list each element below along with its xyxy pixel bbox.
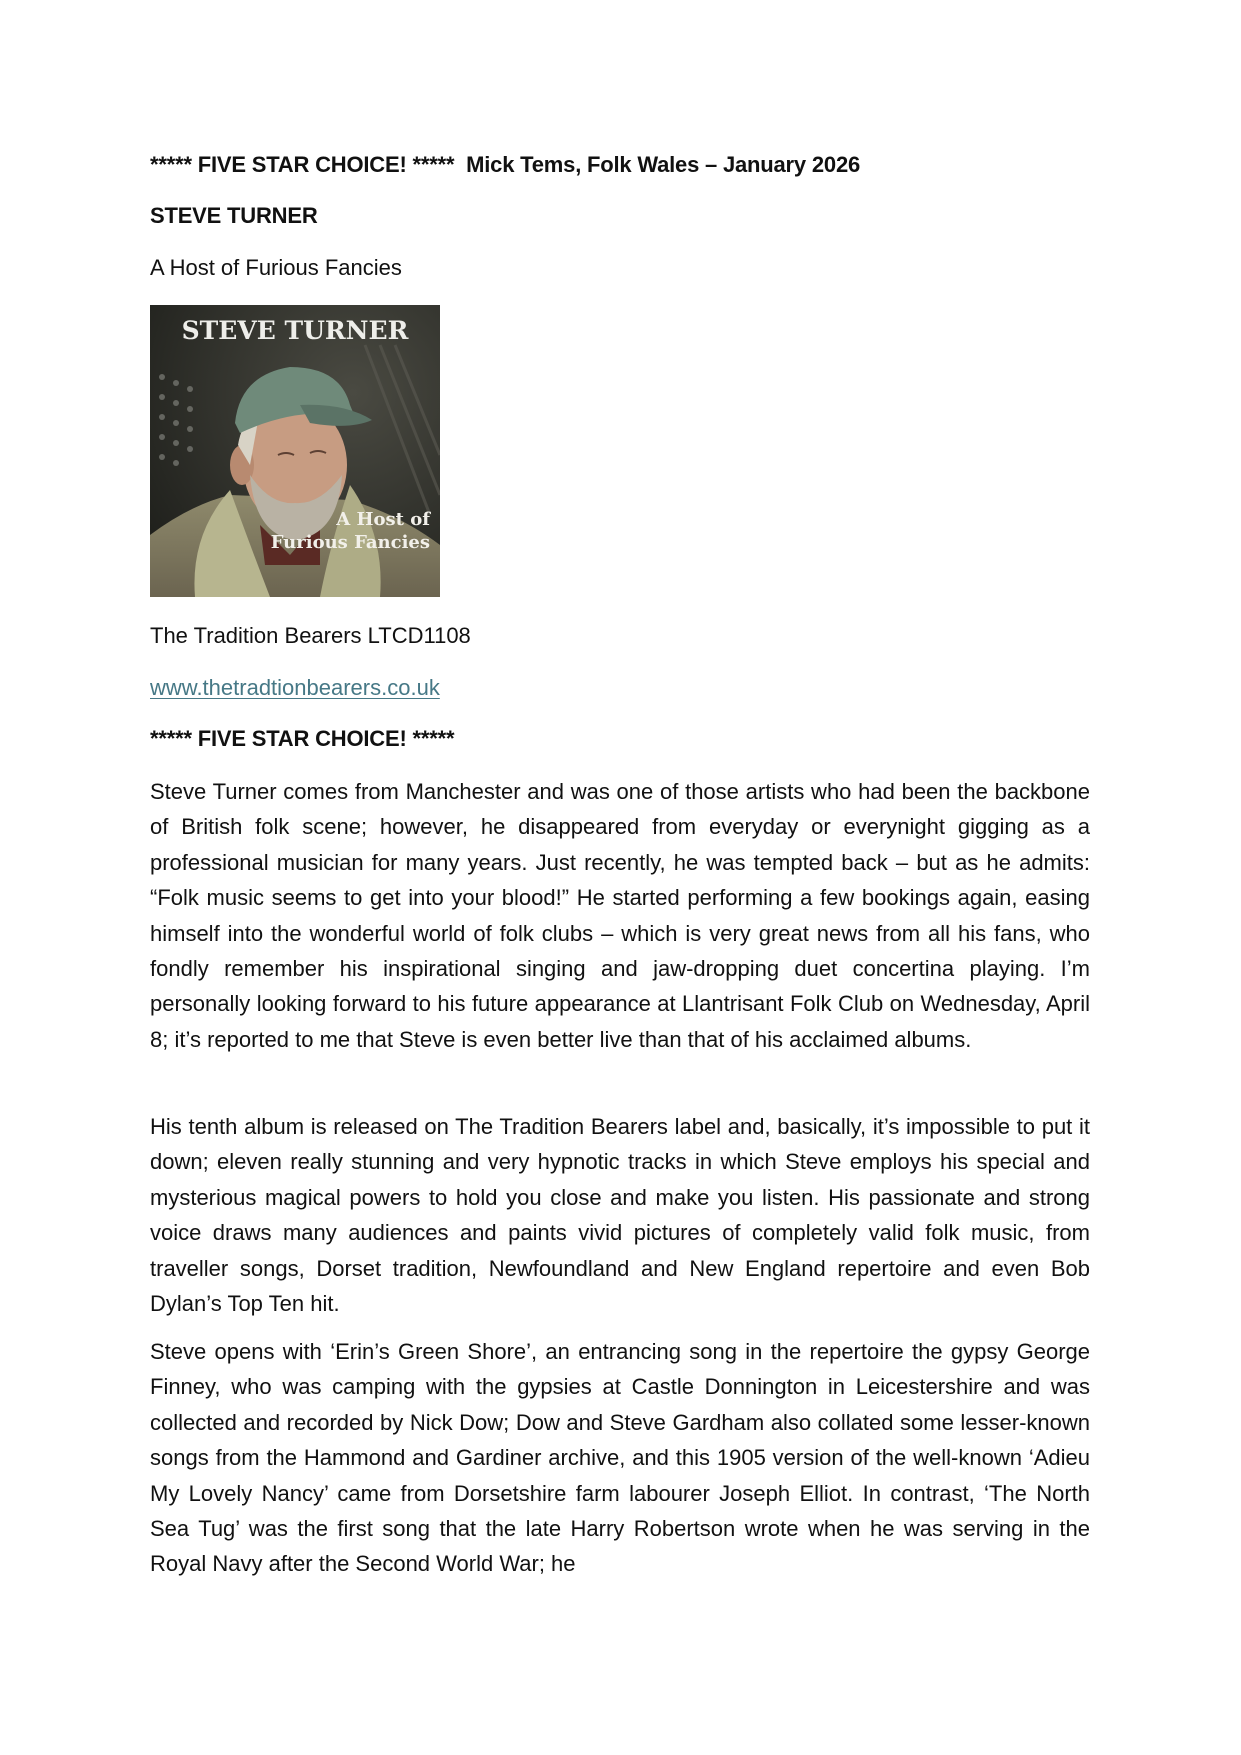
five-star-rating: ***** FIVE STAR CHOICE! ***** [150,726,455,751]
review-paragraph-3: Steve opens with ‘Erin’s Green Shore’, an entrancing song in the repertoire the gypsy George Finney, who was camping with the gypsies at Castle Donnington in Leicestershire and was collected and recorded by Nick Dow; Dow and Steve Gardham also collated some lesser-known songs from the Hammond and Gardiner archive, and this 1905 version of the well-known ‘Adieu My Lovely Nancy’ came from Dorsetshire farm labourer Joseph Elliot. In contrast, ‘The North Sea Tug’ was the first song that the late Harry Robertson wrote when he was serving in the Royal Navy after the Second World War; he [150,1339,1090,1577]
album-cover-art [150,305,440,597]
artist-name: STEVE TURNER [150,203,318,228]
album-title: A Host of Furious Fancies [150,255,402,280]
website-link[interactable]: www.thetradtionbearers.co.uk [150,675,440,700]
album-cover-image [150,305,440,597]
review-paragraph-1: Steve Turner comes from Manchester and was one of those artists who had been the backbone of British folk scene; however, he disappeared from everyday or everynight gigging as a professional musician for many years. Just recently, he was tempted back – but as he admits: “Folk music seems to get into your blood!” He started performing a few bookings again, easing himself into the wonderful world of folk clubs – which is very great news from all his fans, who fondly remember his inspirational singing and jaw-dropping duet concertina playing. I’m personally looking forward to his future appearance at Llantrisant Folk Club on Wednesday, April 8; it’s reported to me that Steve is even better live than that of his acclaimed albums. [150,779,1090,1052]
svg-text:STEVE TURNER: STEVE TURNER [181,316,409,345]
label-catalogue-number: The Tradition Bearers LTCD1108 [150,623,471,648]
review-paragraph-2: His tenth album is released on The Tradition Bearers label and, basically, it’s impossible to put it down; eleven really stunning and very hypnotic tracks in which Steve employs his special and mysterious magical powers to hold you close and make you listen. His passionate and strong voice draws many audiences and paints vivid pictures of completely valid folk music, from traveller songs, Dorset tradition, Newfoundland and New England repertoire and even Bob Dylan’s Top Ten hit. [150,1114,1090,1317]
svg-text:A Host of: A Host of [336,509,430,530]
review-headline: ***** FIVE STAR CHOICE! ***** Mick Tems, Folk Wales – January 2026 [150,152,861,177]
svg-text:Furious Fancies: Furious Fancies [270,532,430,553]
